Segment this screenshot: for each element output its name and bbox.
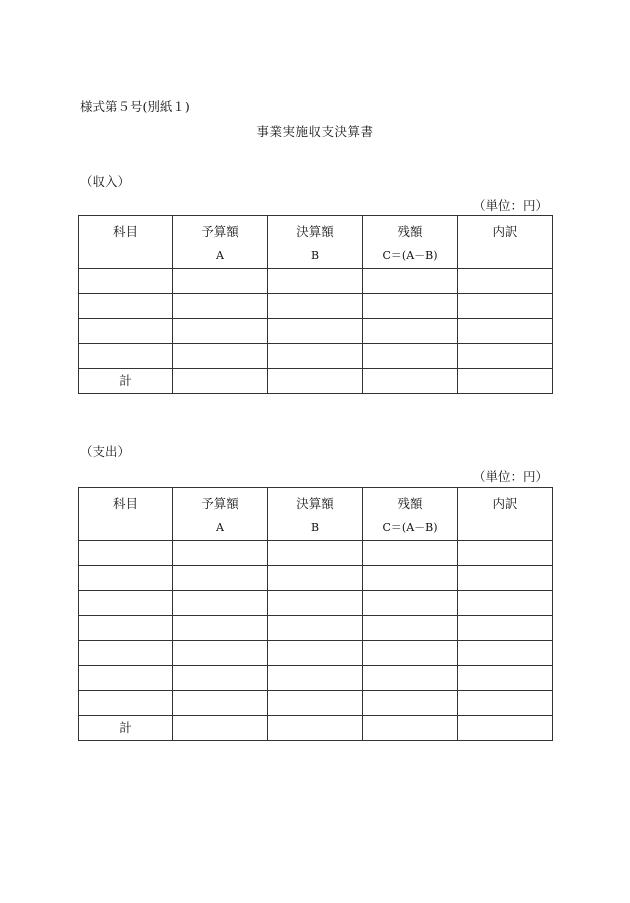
table-cell[interactable] bbox=[173, 666, 268, 691]
table-row bbox=[79, 566, 553, 591]
table-cell[interactable] bbox=[79, 269, 173, 294]
table-cell[interactable] bbox=[268, 269, 363, 294]
table-cell[interactable] bbox=[458, 269, 553, 294]
table-cell[interactable] bbox=[458, 319, 553, 344]
table-cell[interactable] bbox=[79, 591, 173, 616]
table-cell[interactable] bbox=[173, 716, 268, 741]
table-cell[interactable] bbox=[268, 691, 363, 716]
table-cell[interactable] bbox=[268, 591, 363, 616]
income-header-row bbox=[79, 216, 553, 269]
table-cell[interactable] bbox=[458, 591, 553, 616]
table-cell[interactable] bbox=[173, 294, 268, 319]
table-cell[interactable] bbox=[268, 541, 363, 566]
table-cell[interactable] bbox=[458, 541, 553, 566]
table-row bbox=[79, 616, 553, 641]
table-cell[interactable] bbox=[363, 691, 458, 716]
table-row bbox=[79, 591, 553, 616]
table-cell[interactable] bbox=[173, 344, 268, 369]
table-cell[interactable] bbox=[363, 541, 458, 566]
table-cell[interactable] bbox=[79, 566, 173, 591]
column-header-settlement: 決算額 B bbox=[268, 216, 363, 269]
table-cell[interactable] bbox=[173, 641, 268, 666]
table-cell[interactable] bbox=[363, 641, 458, 666]
column-header-subject: 科目 bbox=[79, 216, 173, 269]
table-cell[interactable] bbox=[268, 369, 363, 394]
table-cell[interactable] bbox=[268, 566, 363, 591]
table-cell[interactable] bbox=[268, 616, 363, 641]
table-row bbox=[79, 641, 553, 666]
table-cell[interactable] bbox=[79, 616, 173, 641]
table-cell[interactable] bbox=[268, 319, 363, 344]
table-cell[interactable] bbox=[268, 641, 363, 666]
total-label: 計 bbox=[79, 369, 173, 394]
table-cell[interactable] bbox=[173, 616, 268, 641]
table-cell[interactable] bbox=[173, 269, 268, 294]
table-cell[interactable] bbox=[173, 566, 268, 591]
table-row bbox=[79, 541, 553, 566]
table-row bbox=[79, 666, 553, 691]
table-cell[interactable] bbox=[268, 716, 363, 741]
table-cell[interactable] bbox=[363, 369, 458, 394]
table-cell[interactable] bbox=[79, 666, 173, 691]
expense-unit-label: （単位：円） bbox=[472, 469, 548, 484]
table-cell[interactable] bbox=[79, 641, 173, 666]
table-row bbox=[79, 691, 553, 716]
table-cell[interactable] bbox=[363, 344, 458, 369]
column-header-breakdown: 内訳 bbox=[458, 216, 553, 269]
table-cell[interactable] bbox=[173, 369, 268, 394]
table-row bbox=[79, 269, 553, 294]
table-cell[interactable] bbox=[79, 541, 173, 566]
table-cell[interactable] bbox=[458, 294, 553, 319]
table-cell[interactable] bbox=[79, 344, 173, 369]
table-cell[interactable] bbox=[268, 344, 363, 369]
income-unit-label: （単位：円） bbox=[472, 198, 548, 213]
total-row bbox=[79, 369, 553, 394]
table-cell[interactable] bbox=[458, 691, 553, 716]
table-cell[interactable] bbox=[268, 294, 363, 319]
table-row bbox=[79, 344, 553, 369]
column-header-breakdown: 内訳 bbox=[458, 488, 553, 541]
income-heading: （収入） bbox=[80, 174, 131, 189]
table-cell[interactable] bbox=[268, 666, 363, 691]
table-cell[interactable] bbox=[79, 294, 173, 319]
table-cell[interactable] bbox=[173, 691, 268, 716]
table-cell[interactable] bbox=[363, 566, 458, 591]
table-cell[interactable] bbox=[79, 319, 173, 344]
table-row bbox=[79, 294, 553, 319]
expense-table bbox=[78, 487, 553, 741]
table-cell[interactable] bbox=[173, 541, 268, 566]
table-cell[interactable] bbox=[458, 666, 553, 691]
table-cell[interactable] bbox=[173, 591, 268, 616]
table-cell[interactable] bbox=[173, 319, 268, 344]
table-cell[interactable] bbox=[363, 716, 458, 741]
column-header-subject: 科目 bbox=[79, 488, 173, 541]
expense-heading: （支出） bbox=[80, 444, 131, 459]
table-cell[interactable] bbox=[458, 566, 553, 591]
column-header-settlement: 決算額 B bbox=[268, 488, 363, 541]
table-row bbox=[79, 319, 553, 344]
table-cell[interactable] bbox=[363, 666, 458, 691]
column-header-budget: 予算額 A bbox=[173, 216, 268, 269]
table-cell[interactable] bbox=[458, 616, 553, 641]
table-cell[interactable] bbox=[79, 691, 173, 716]
form-number: 様式第５号(別紙１) bbox=[80, 99, 190, 114]
column-header-balance: 残額 C＝(A－B) bbox=[363, 488, 458, 541]
page-title: 事業実施収支決算書 bbox=[256, 124, 374, 139]
column-header-budget: 予算額 A bbox=[173, 488, 268, 541]
total-row bbox=[79, 716, 553, 741]
total-label: 計 bbox=[79, 716, 173, 741]
table-cell[interactable] bbox=[363, 319, 458, 344]
table-cell[interactable] bbox=[458, 716, 553, 741]
table-cell[interactable] bbox=[363, 269, 458, 294]
table-cell[interactable] bbox=[363, 294, 458, 319]
income-table bbox=[78, 215, 553, 394]
table-cell[interactable] bbox=[363, 591, 458, 616]
table-cell[interactable] bbox=[458, 641, 553, 666]
expense-header-row bbox=[79, 488, 553, 541]
table-cell[interactable] bbox=[363, 616, 458, 641]
table-cell[interactable] bbox=[458, 344, 553, 369]
table-cell[interactable] bbox=[458, 369, 553, 394]
column-header-balance: 残額 C＝(A－B) bbox=[363, 216, 458, 269]
